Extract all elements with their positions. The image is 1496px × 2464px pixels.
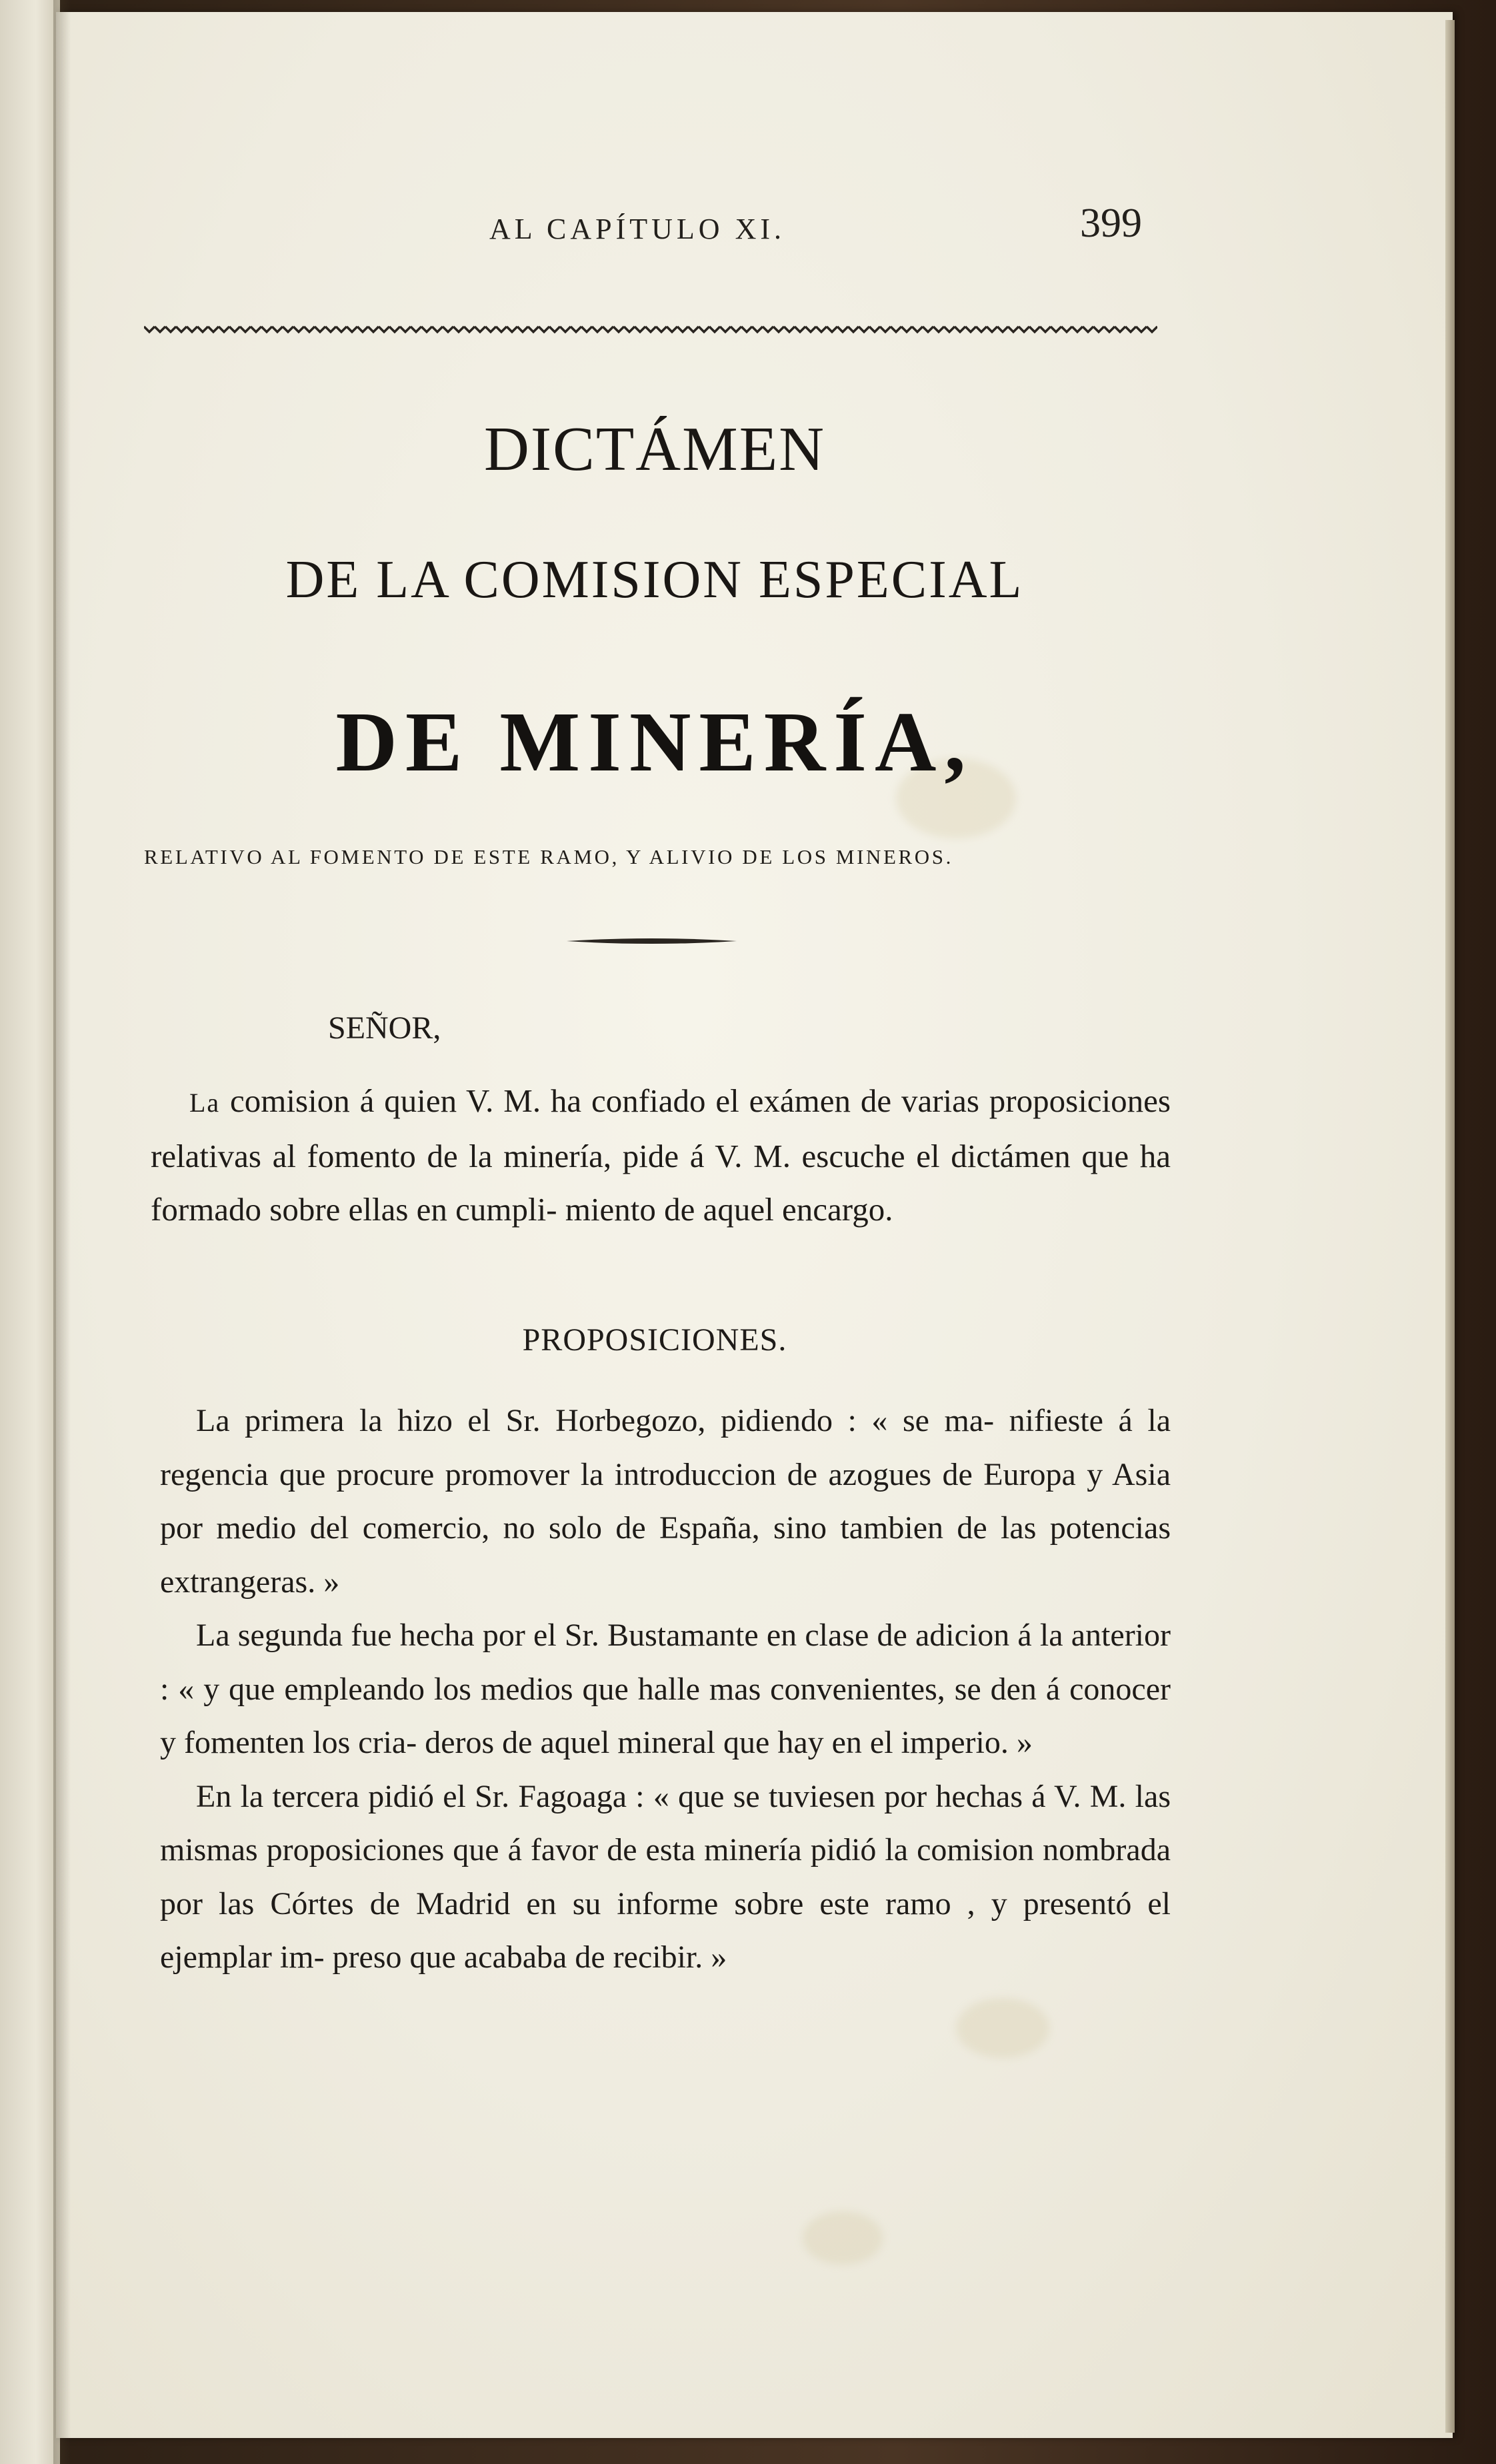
section-heading: PROPOSICIONES. xyxy=(522,1322,787,1358)
proposal-paragraph: En la tercera pidió el Sr. Fagoaga : « que se tuviesen por hechas á V. M. las mismas proposiciones que á favor de esta minería pidió la comision nombrada por las Córtes de Madrid en su informe sobre este ramo , y presentó el ejemplar im- preso que acababa de recibir. » xyxy=(160,1778,1171,1975)
running-head: AL CAPÍTULO XI. xyxy=(489,213,785,245)
intro-lead-word: La xyxy=(189,1088,221,1118)
proposals-body xyxy=(160,1394,1171,1985)
proposal-paragraph: La segunda fue hecha por el Sr. Bustamante en clase de adicion á la anterior : « y que empleando los medios que halle mas convenientes, se den á conocer y fomenten los cria- deros de aquel mineral que hay en el imperio. » xyxy=(160,1618,1171,1760)
proposal-paragraph: La primera la hizo el Sr. Horbegozo, pidiendo : « se ma- nifieste á la regencia que procure promover la introduccion de azogues de Europa y Asia por medio del comercio, no solo de España, sino tambien de las potencias extrangeras. » xyxy=(160,1403,1171,1600)
ornamental-rule xyxy=(144,325,1157,334)
paper-stain xyxy=(803,2211,883,2265)
title-line-dictamen: DICTÁMEN xyxy=(483,415,826,484)
title-line-mineria: DE MINERÍA, xyxy=(335,694,974,789)
title-line-comision: DE LA COMISION ESPECIAL xyxy=(285,551,1024,609)
page-fore-edge xyxy=(1445,20,1455,2433)
intro-text: comision á quien V. M. ha confiado el exámen de varias proposiciones relativas al fomento de la minería, pide á V. M. escuche el dictámen que ha formado sobre ellas en cumpli- miento de aquel encargo. xyxy=(151,1082,1171,1228)
subtitle: RELATIVO AL FOMENTO DE ESTE RAMO, Y ALIVIO DE LOS MINEROS. xyxy=(144,845,953,868)
paper-stain xyxy=(956,1998,1049,2058)
salutation: SEÑOR, xyxy=(328,1010,441,1046)
spine-shadow xyxy=(53,0,71,2464)
intro-paragraph xyxy=(151,1074,1171,1236)
page-number: 399 xyxy=(1080,201,1142,246)
short-rule xyxy=(567,937,737,945)
facing-page-edge xyxy=(0,0,60,2464)
